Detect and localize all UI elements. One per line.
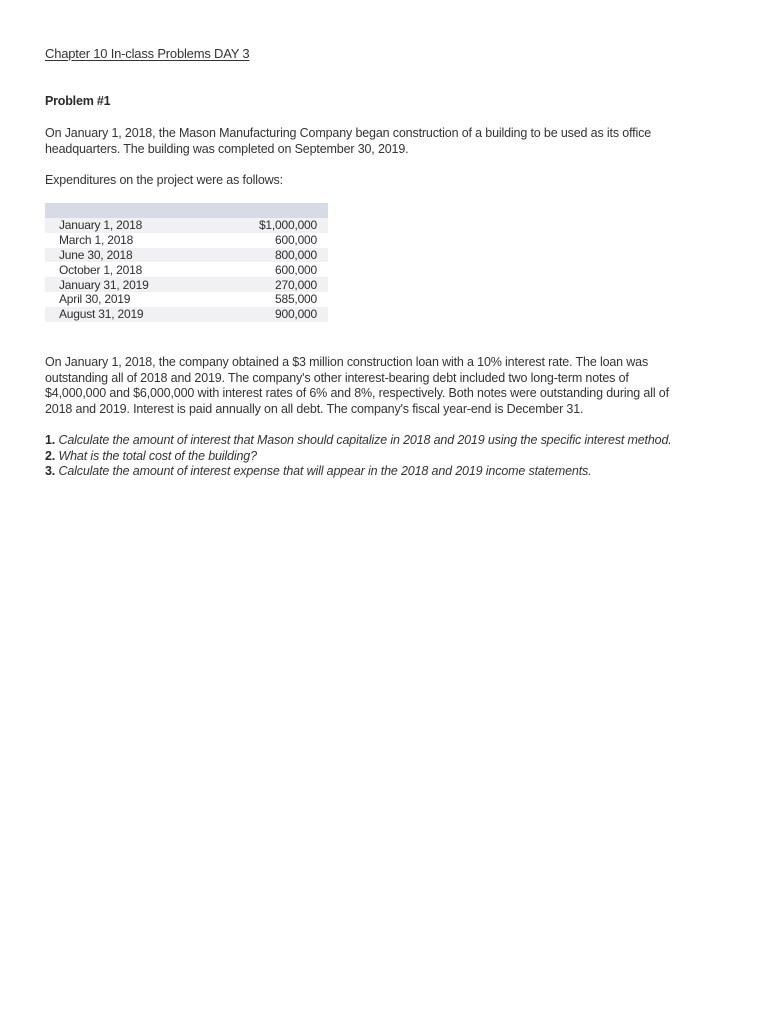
expenditure-amount: 800,000: [275, 247, 317, 262]
expenditure-amount: 600,000: [275, 262, 317, 277]
question-text: What is the total cost of the building?: [58, 448, 257, 463]
question-number: 3.: [45, 464, 56, 478]
table-row: [45, 307, 328, 322]
question-number: 2.: [45, 448, 56, 463]
question-item: [45, 464, 745, 480]
table-row: [45, 262, 328, 277]
expenditure-amount: 585,000: [275, 292, 317, 307]
expenditure-date: April 30, 2019: [59, 292, 131, 307]
expenditure-date: January 1, 2018: [59, 218, 143, 233]
loan-line: $4,000,000 and $6,000,000 with interest rates of 6% and 8%, respectively. Both notes were outstanding during all of: [45, 386, 669, 400]
expenditures-intro-text: Expenditures on the project were as follows:: [45, 173, 283, 187]
loan-line: On January 1, 2018, the company obtained a $3 million construction loan with a 10% interest rate. The loan was: [45, 355, 649, 369]
expenditure-amount: 600,000: [275, 233, 317, 248]
expenditures-table-header: [45, 203, 328, 218]
expenditure-date: June 30, 2018: [59, 247, 133, 262]
intro-line: On January 1, 2018, the Mason Manufacturing Company began construction of a building to be used as its office: [45, 126, 652, 140]
expenditures-table-body: [45, 218, 328, 322]
question-text: Calculate the amount of interest that Mason should capitalize in 2018 and 2019 using the specific interest method.: [58, 433, 672, 447]
question-item: [45, 449, 745, 465]
table-row: [45, 248, 328, 263]
questions-list: [45, 433, 745, 480]
expenditure-amount: 270,000: [275, 277, 317, 292]
table-row: [45, 218, 328, 233]
expenditure-date: October 1, 2018: [59, 262, 143, 277]
question-number: 1.: [45, 433, 56, 447]
expenditures-table: [45, 203, 328, 322]
expenditure-date: January 31, 2019: [59, 277, 149, 292]
expenditures-intro: [45, 173, 283, 189]
expenditure-date: August 31, 2019: [59, 307, 144, 322]
expenditure-date: March 1, 2018: [59, 233, 134, 248]
table-row: [45, 277, 328, 292]
question-text: Calculate the amount of interest expense that will appear in the 2018 and 2019 income statements.: [58, 464, 592, 478]
problem-heading: Problem #1: [45, 94, 111, 108]
question-item: [45, 433, 745, 449]
table-row: [45, 233, 328, 248]
table-row: [45, 292, 328, 307]
intro-paragraph: [45, 126, 651, 157]
loan-line: outstanding all of 2018 and 2019. The company's other interest-bearing debt included two long-term notes of: [45, 370, 629, 385]
document-title: Chapter 10 In-class Problems DAY 3: [45, 46, 250, 61]
intro-line: headquarters. The building was completed on September 30, 2019.: [45, 141, 409, 156]
expenditure-amount: 900,000: [275, 307, 317, 322]
loan-line: 2018 and 2019. Interest is paid annually on all debt. The company's fiscal year-end is December 31.: [45, 401, 584, 416]
expenditure-amount: $1,000,000: [258, 218, 317, 233]
loan-paragraph: [45, 355, 669, 417]
